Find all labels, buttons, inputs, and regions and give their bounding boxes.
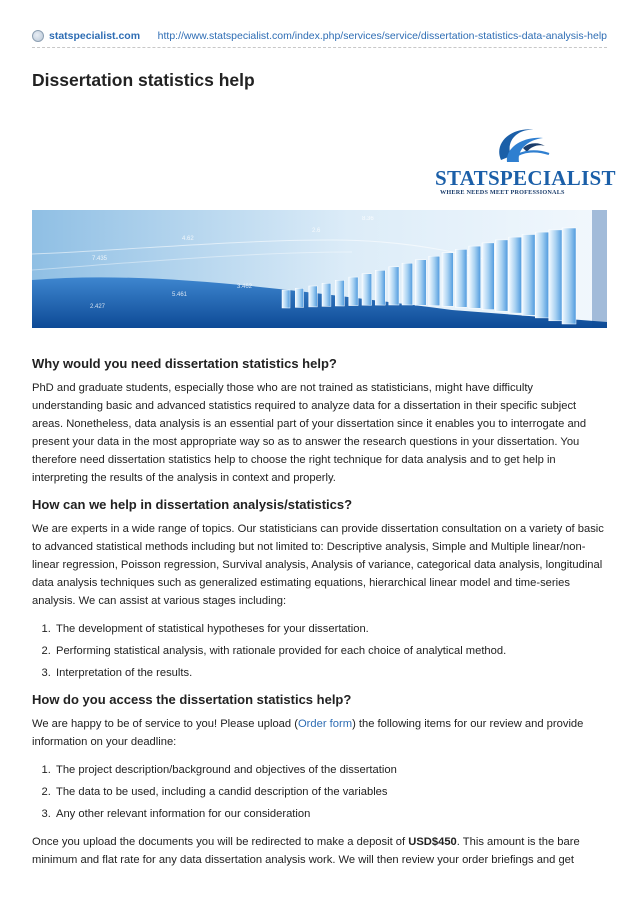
banner-bar xyxy=(375,270,385,305)
globe-icon xyxy=(32,30,44,42)
logo-swoosh-icon xyxy=(483,122,563,172)
paragraph-text: Once you upload the documents you will be redirected to make a deposit of xyxy=(32,836,409,848)
banner-bar xyxy=(282,290,290,308)
stages-list xyxy=(32,620,607,682)
banner-label: 2.6 xyxy=(312,228,321,234)
banner-bar xyxy=(389,267,399,305)
deposit-amount: USD$450 xyxy=(408,836,457,848)
banner-bar xyxy=(402,263,413,305)
banner-bar xyxy=(469,246,481,308)
section-paragraph-deposit xyxy=(32,833,607,869)
list-item: 1. The development of statistical hypotheses for your dissertation. xyxy=(54,620,607,638)
header-bar xyxy=(32,27,607,45)
banner-bar xyxy=(509,237,522,313)
statistics-banner-image xyxy=(32,210,607,328)
banner-label: 3.462 xyxy=(237,284,253,290)
banner-bar xyxy=(349,277,358,306)
banner-bar xyxy=(442,253,453,307)
banner-bar xyxy=(549,230,563,321)
banner-label: 8.36 xyxy=(362,216,374,222)
banner-bar xyxy=(429,256,440,306)
paragraph-text: . This amount is the bare minimum and flat rate for any data dissertation analysis work. We will then review your order briefings and get xyxy=(32,836,580,866)
logo-wordmark: STATSPECIALIST xyxy=(435,166,616,190)
banner-bar xyxy=(309,286,318,307)
list-item: 2. Performing statistical analysis, with rationale provided for each choice of analytical method. xyxy=(54,642,607,660)
section-heading-how: How can we help in dissertation analysis/statistics? xyxy=(32,497,353,512)
page-url-link[interactable]: http://www.statspecialist.com/index.php/services/service/dissertation-statistics-data-analysis-help xyxy=(157,30,607,42)
section-why xyxy=(32,356,607,487)
section-paragraph-access xyxy=(32,715,607,751)
banner-label: 5.461 xyxy=(172,292,188,298)
banner-bar xyxy=(295,288,303,307)
banner-bar xyxy=(362,274,372,306)
banner-bar xyxy=(335,280,344,306)
list-item: 1. The project description/background and objectives of the dissertation xyxy=(54,761,607,779)
site-name-link[interactable]: statspecialist.com xyxy=(49,30,141,42)
list-item: 3. Interpretation of the results. xyxy=(54,664,607,682)
banner-bar xyxy=(495,240,508,311)
logo-tagline: WHERE NEEDS MEET PROFESSIONALS xyxy=(440,189,565,196)
banner-label: 7.435 xyxy=(92,256,108,262)
banner-bar xyxy=(482,243,494,310)
banner-bar xyxy=(562,228,576,324)
order-form-link[interactable]: Order form xyxy=(297,718,353,730)
banner-label: 4.62 xyxy=(182,236,194,242)
banner-label: 2.427 xyxy=(90,304,106,310)
banner-bar xyxy=(322,283,331,306)
page-title: Dissertation statistics help xyxy=(32,70,255,90)
banner-bar xyxy=(522,235,535,316)
statspecialist-logo xyxy=(435,122,616,197)
article-body xyxy=(32,356,607,879)
section-paragraph-why: PhD and graduate students, especially those who are not trained as statisticians, might have difficulty understanding basic and advanced statistics required to analyze data for a dissertation in their specific subject areas. Nonetheless, data analysis is an essential part of your dissertation since it enables you to interrogate and present your data in the most appropriate way so as to answer the research questions in your dissertation. You therefore need dissertation statistics help to choose the right technique for data analysis and to get help in interpreting the results of the analysis in context and properly. xyxy=(32,382,587,484)
section-heading-why: Why would you need dissertation statistics help? xyxy=(32,356,337,371)
upload-items-list xyxy=(32,761,607,823)
paragraph-text: ) the following items for our review and provide information on your deadline: xyxy=(32,718,584,748)
section-paragraph-how: We are experts in a wide range of topics. Our statisticians can provide dissertation consultation on a variety of basic to advanced statistical methods including but not limited to: Descriptive analysis, Simple and Multiple linear/non-linear regression, Poisson regression, Survival analysis, Analysis of variance, categorical data analysis, longitudinal data analysis techniques such as generalized estimating equations, hierarchical linear model and time-series analysis. We can assist at various stages including: xyxy=(32,523,604,607)
section-heading-access: How do you access the dissertation statistics help? xyxy=(32,692,352,707)
header-divider xyxy=(32,47,607,48)
list-item: 3. Any other relevant information for our consideration xyxy=(54,805,607,823)
section-how xyxy=(32,497,607,682)
paragraph-text: We are happy to be of service to you! Please upload ( xyxy=(32,718,298,730)
list-item: 2. The data to be used, including a candid description of the variables xyxy=(54,783,607,801)
section-access xyxy=(32,692,607,869)
banner-bar xyxy=(415,260,426,306)
banner-bar xyxy=(455,249,467,307)
banner-bar xyxy=(535,232,548,318)
